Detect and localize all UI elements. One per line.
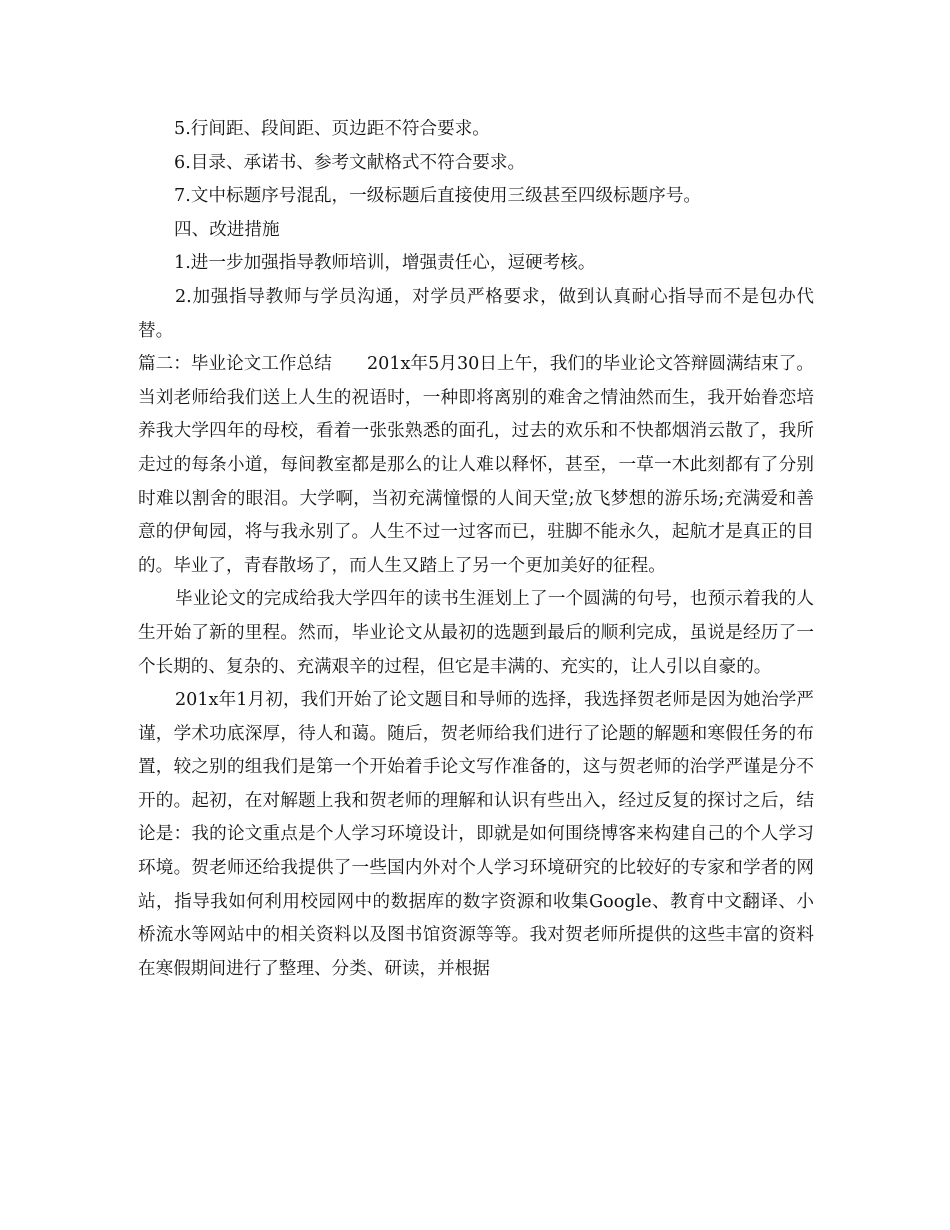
document-body — [138, 113, 814, 986]
paragraph-january: 201x年1月初，我们开始了论文题目和导师的选择，我选择贺老师是因为她治学严谨，学术功底深厚，待人和蔼。随后，贺老师给我们进行了论题的解题和寒假任务的布置，较之别的组我们是第一个开始着手论文写作准备的，这与贺老师的治学严谨是分不开的。起初，在对解题上我和贺老师的理解和认识有些出入，经过反复的探讨之后，结论是：我的论文重点是个人学习环境设计，即就是如何围绕博客来构建自己的个人学习环境。贺老师还给我提供了一些国内外对个人学习环境研究的比较好的专家和学者的网站，指导我如何利用校园网中的数据库的数字资源和收集Google、教育中文翻译、小桥流水等网站中的相关资料以及图书馆资源等等。我对贺老师所提供的这些丰富的资料在寒假期间进行了整理、分类、研读，并根据 — [138, 690, 814, 979]
list-item-heading-numbering: 7.文中标题序号混乱，一级标题后直接使用三级甚至四级标题序号。 — [174, 186, 702, 207]
section-heading-improvements: 四、改进措施 — [174, 219, 280, 240]
list-item-teacher-training: 1.进一步加强指导教师培训，增强责任心，逗硬考核。 — [174, 253, 596, 274]
list-item-toc-format: 6.目录、承诺书、参考文献格式不符合要求。 — [174, 152, 526, 173]
paragraph-section-two: 篇二：毕业论文工作总结 201x年5月30日上午，我们的毕业论文答辩圆满结束了。当刘老师给我们送上人生的祝语时，一种即将离别的难舍之情油然而生，我开始眷恋培养我大学四年的母校，看着一张张熟悉的面孔，过去的欢乐和不快都烟消云散了，我所走过的每条小道，每间教室都是那么的让人难以释怀，甚至，一草一木此刻都有了分别时难以割舍的眼泪。大学啊，当初充满憧憬的人间天堂;放飞梦想的游乐场;充满爱和善意的伊甸园，将与我永别了。人生不过一过客而已，驻脚不能永久，起航才是真正的目的。毕业了，青春散场了，而人生又踏上了另一个更加美好的征程。 — [138, 354, 814, 576]
paragraph-completion: 毕业论文的完成给我大学四年的读书生涯划上了一个圆满的句号，也预示着我的人生开始了新的里程。然而，毕业论文从最初的选题到最后的顺利完成，虽说是经历了一个长期的、复杂的、充满艰辛的过程，但它是丰满的、充实的，让人引以自豪的。 — [138, 589, 814, 677]
paragraph-guidance: 2.加强指导教师与学员沟通，对学员严格要求，做到认真耐心指导而不是包办代替。 — [138, 286, 814, 341]
list-item-line-spacing: 5.行间距、段间距、页边距不符合要求。 — [174, 119, 490, 139]
